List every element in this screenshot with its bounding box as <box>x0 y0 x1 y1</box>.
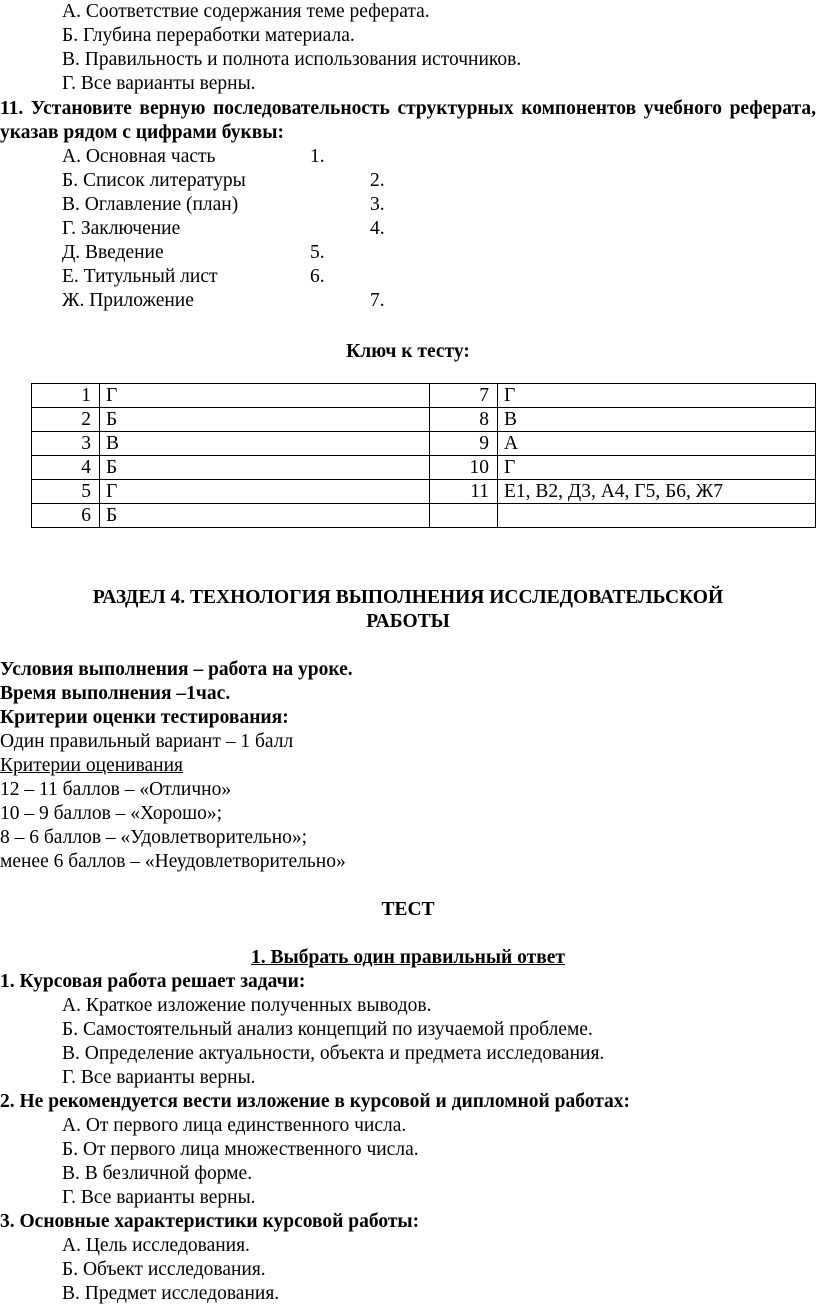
key-num: 7 <box>430 384 498 408</box>
key-answer: Г <box>100 480 430 504</box>
key-title: Ключ к тесту: <box>346 341 470 362</box>
key-answer: В <box>100 432 430 456</box>
key-num: 10 <box>430 456 498 480</box>
order-item-label: Б. Список литературы <box>62 170 246 191</box>
key-num: 9 <box>430 432 498 456</box>
order-item <box>62 289 385 313</box>
question-2-option: Г. Все варианты верны. <box>62 1187 256 1208</box>
grade-line: менее 6 баллов – «Неудовлетворительно» <box>0 851 346 872</box>
prev-option-d: Г. Все варианты верны. <box>62 73 256 94</box>
conditions: Условия выполнения – работа на уроке. <box>0 659 353 680</box>
order-item <box>62 217 385 241</box>
key-answer: Г <box>498 456 816 480</box>
key-answer: Е1, В2, Д3, А4, Г5, Б6, Ж7 <box>498 480 816 504</box>
key-num: 8 <box>430 408 498 432</box>
key-answer <box>498 504 816 528</box>
key-num: 4 <box>32 456 100 480</box>
order-item-number: 4. <box>370 218 385 239</box>
order-item-number: 5. <box>310 242 325 263</box>
order-item <box>62 193 385 217</box>
question-1-option: В. Определение актуальности, объекта и предмета исследования. <box>62 1043 605 1064</box>
question-2: 2. Не рекомендуется вести изложение в курсовой и дипломной работах: <box>0 1091 631 1112</box>
table-row <box>32 408 816 432</box>
order-item-label: Ж. Приложение <box>62 290 194 311</box>
question-1: 1. Курсовая работа решает задачи: <box>0 971 306 992</box>
table-row <box>32 384 816 408</box>
question-3-option: А. Цель исследования. <box>62 1235 250 1256</box>
question-2-option: Б. От первого лица множественного числа. <box>62 1139 419 1160</box>
one-point-rule: Один правильный вариант – 1 балл <box>0 731 294 752</box>
key-num: 5 <box>32 480 100 504</box>
table-row <box>32 432 816 456</box>
order-item-number: 2. <box>370 170 385 191</box>
order-item <box>62 145 325 169</box>
order-item-number: 7. <box>370 290 385 311</box>
order-item-number: 6. <box>310 266 325 287</box>
prev-option-c: В. Правильность и полнота использования источников. <box>62 49 522 70</box>
order-item-number: 1. <box>310 146 325 167</box>
table-row <box>32 480 816 504</box>
order-item-label: Е. Титульный лист <box>62 266 218 287</box>
time: Время выполнения –1час. <box>0 683 231 704</box>
key-answer: Г <box>100 384 430 408</box>
criteria-label: Критерии оценивания <box>0 755 184 776</box>
question-2-option: А. От первого лица единственного числа. <box>62 1115 407 1136</box>
table-row <box>32 456 816 480</box>
order-item <box>62 241 325 265</box>
key-answer: Б <box>100 504 430 528</box>
section-title-line1: РАЗДЕЛ 4. ТЕХНОЛОГИЯ ВЫПОЛНЕНИЯ ИССЛЕДОВАТЕЛЬСКОЙ <box>92 587 724 608</box>
question-1-option: Б. Самостоятельный анализ концепций по изучаемой проблеме. <box>62 1019 593 1040</box>
order-list <box>62 145 385 313</box>
test-part-title: 1. Выбрать один правильный ответ <box>251 947 565 968</box>
order-item-number: 3. <box>370 194 385 215</box>
table-row <box>32 504 816 528</box>
key-num: 3 <box>32 432 100 456</box>
answer-key-table <box>31 383 816 528</box>
order-item <box>62 265 325 289</box>
order-item-label: А. Основная часть <box>62 146 216 167</box>
key-num <box>430 504 498 528</box>
order-item-label: Д. Введение <box>62 242 164 263</box>
prev-option-b: Б. Глубина переработки материала. <box>62 25 355 46</box>
question-1-option: А. Краткое изложение полученных выводов. <box>62 995 432 1016</box>
question-3-option: В. Предмет исследования. <box>62 1283 280 1304</box>
question-11-text: 11. Установите верную последовательность структурных компонентов учебного реферата, указав рядом с цифрами буквы: <box>0 98 816 143</box>
key-answer: Г <box>498 384 816 408</box>
key-num: 2 <box>32 408 100 432</box>
key-answer: Б <box>100 456 430 480</box>
order-item-label: Г. Заключение <box>62 218 181 239</box>
criteria-test-heading: Критерии оценки тестирования: <box>0 707 289 728</box>
question-3: 3. Основные характеристики курсовой работы: <box>0 1211 420 1232</box>
test-title: ТЕСТ <box>381 899 435 920</box>
section-title-line2: РАБОТЫ <box>366 611 450 632</box>
question-1-option: Г. Все варианты верны. <box>62 1067 256 1088</box>
question-3-option: Б. Объект исследования. <box>62 1259 266 1280</box>
order-item <box>62 169 385 193</box>
key-answer: А <box>498 432 816 456</box>
key-num: 6 <box>32 504 100 528</box>
grade-line: 10 – 9 баллов – «Хорошо»; <box>0 803 223 824</box>
key-answer: В <box>498 408 816 432</box>
question-2-option: В. В безличной форме. <box>62 1163 253 1184</box>
key-answer: Б <box>100 408 430 432</box>
key-num: 1 <box>32 384 100 408</box>
grade-line: 12 – 11 баллов – «Отлично» <box>0 779 232 800</box>
order-item-label: В. Оглавление (план) <box>62 194 239 215</box>
grade-line: 8 – 6 баллов – «Удовлетворительно»; <box>0 827 308 848</box>
prev-option-a: А. Соответствие содержания теме реферата. <box>62 1 430 22</box>
key-num: 11 <box>430 480 498 504</box>
